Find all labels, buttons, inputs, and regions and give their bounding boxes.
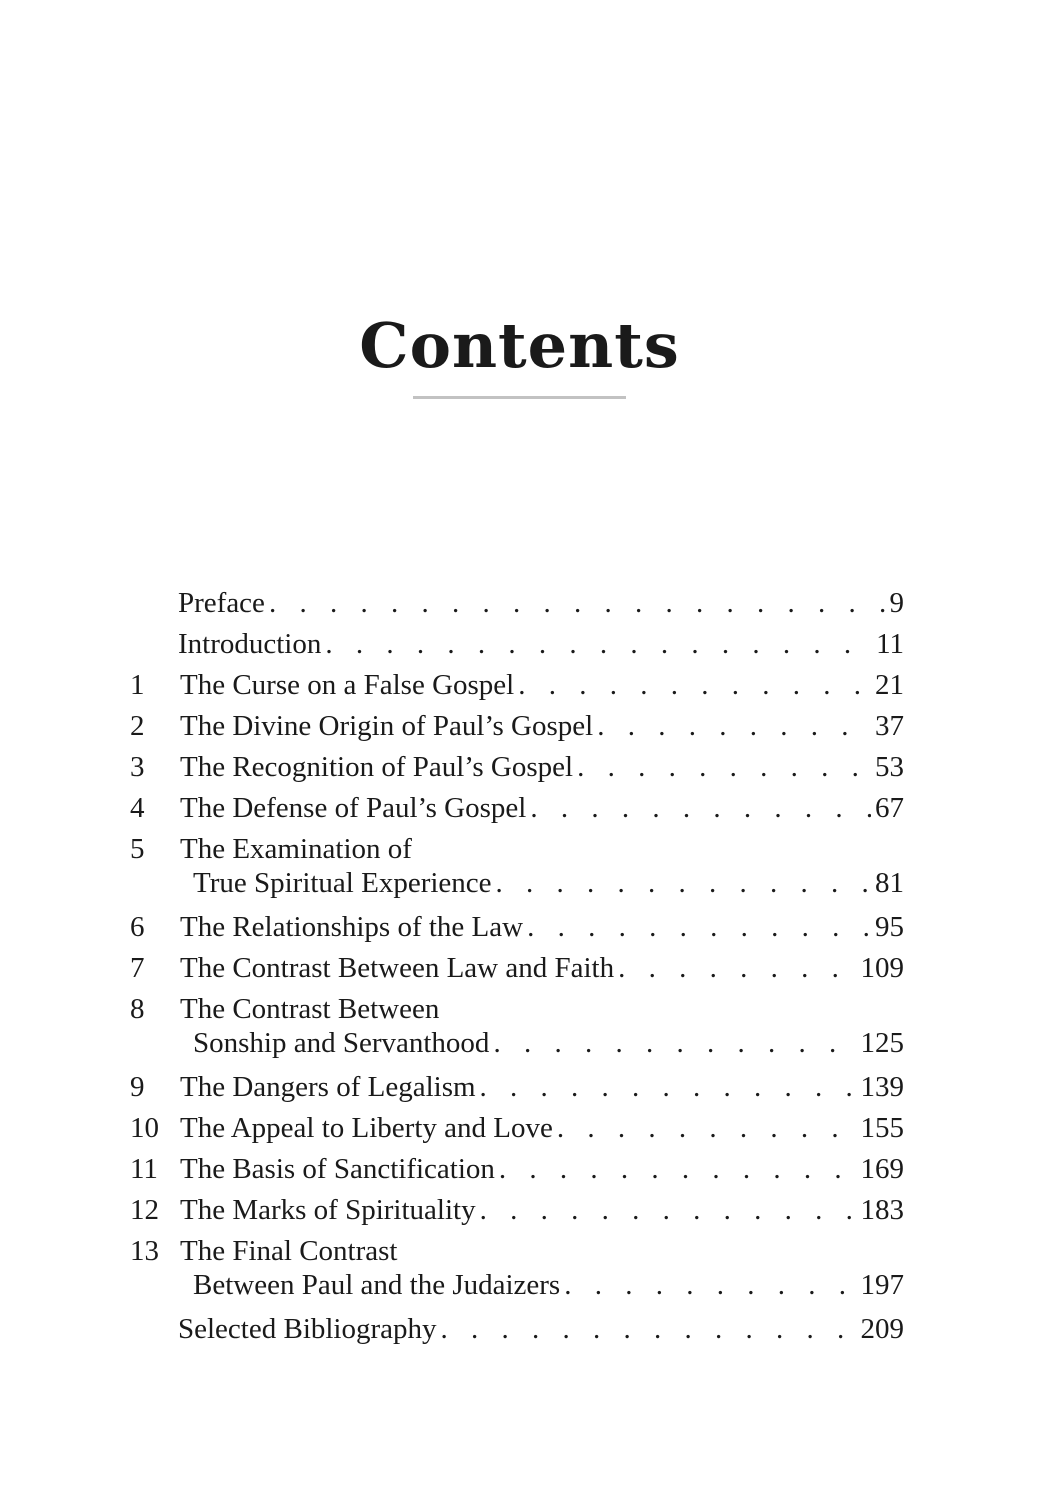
page-number: 209 — [860, 1313, 904, 1345]
title-leader-line — [180, 750, 904, 784]
page-number: 95 — [875, 911, 904, 943]
dot-leader — [441, 1312, 857, 1346]
title-leader-line — [178, 627, 904, 661]
table-of-contents — [130, 582, 904, 1349]
dot-leader — [564, 1268, 856, 1302]
dot-leader — [527, 910, 871, 944]
page-number: 125 — [860, 1027, 904, 1059]
entry-text — [180, 1070, 904, 1104]
toc-entry[interactable] — [130, 1230, 904, 1308]
entry-text — [180, 1234, 904, 1302]
entry-text — [180, 832, 904, 900]
page-number: 183 — [860, 1194, 904, 1226]
chapter-title: The Curse on a False Gospel — [180, 669, 515, 701]
toc-entry[interactable] — [130, 1066, 904, 1107]
dot-leader — [577, 750, 871, 784]
entry-text — [180, 668, 904, 702]
title-leader-line — [180, 1026, 904, 1060]
title-leader-line — [180, 1268, 904, 1302]
chapter-number: 10 — [130, 1112, 159, 1144]
title-leader-line — [178, 586, 904, 620]
chapter-number: 12 — [130, 1194, 159, 1226]
entry-text — [180, 1193, 904, 1227]
page-number: 169 — [860, 1153, 904, 1185]
toc-entry[interactable] — [130, 906, 904, 947]
dot-leader — [496, 866, 871, 900]
entry-text — [178, 1312, 904, 1346]
title-leader-line — [180, 910, 904, 944]
entry-text — [180, 1152, 904, 1186]
title-leader-line — [180, 709, 904, 743]
entry-text — [180, 791, 904, 825]
page-number: 81 — [875, 867, 904, 899]
toc-entry[interactable] — [130, 947, 904, 988]
chapter-title: The Recognition of Paul’s Gospel — [180, 751, 574, 783]
toc-entry[interactable] — [130, 1189, 904, 1230]
toc-entry[interactable] — [130, 664, 904, 705]
toc-entry[interactable] — [130, 828, 904, 906]
chapter-number: 8 — [130, 993, 145, 1025]
chapter-title: The Dangers of Legalism — [180, 1071, 476, 1103]
dot-leader — [597, 709, 871, 743]
toc-entry[interactable] — [130, 746, 904, 787]
dot-leader — [269, 586, 886, 620]
entry-text — [178, 627, 904, 661]
toc-entry[interactable] — [130, 1308, 904, 1349]
page-number: 37 — [875, 710, 904, 742]
entry-text — [180, 1111, 904, 1145]
chapter-title: The Marks of Spirituality — [180, 1194, 476, 1226]
entry-text — [180, 951, 904, 985]
toc-entry[interactable] — [130, 623, 904, 664]
dot-leader — [530, 791, 871, 825]
dot-leader — [518, 668, 871, 702]
chapter-number: 3 — [130, 751, 145, 783]
page-number: 155 — [860, 1112, 904, 1144]
dot-leader — [557, 1111, 857, 1145]
title-leader-line — [180, 668, 904, 702]
toc-entry[interactable] — [130, 787, 904, 828]
chapter-number: 7 — [130, 952, 145, 984]
chapter-number: 6 — [130, 911, 145, 943]
chapter-number: 4 — [130, 792, 145, 824]
page-number: 139 — [860, 1071, 904, 1103]
chapter-number: 9 — [130, 1071, 145, 1103]
chapter-title-line1: The Final Contrast — [180, 1235, 398, 1267]
chapter-number: 1 — [130, 669, 145, 701]
page-title: Contents — [359, 309, 680, 382]
chapter-number: 5 — [130, 833, 145, 865]
title-leader-line — [180, 1152, 904, 1186]
chapter-title: True Spiritual Experience — [193, 867, 492, 899]
chapter-title: Preface — [178, 587, 265, 619]
page-number: 11 — [876, 628, 904, 660]
dot-leader — [618, 951, 856, 985]
title-leader-line — [180, 1070, 904, 1104]
chapter-title: Between Paul and the Judaizers — [193, 1269, 561, 1301]
title-leader-line — [180, 1193, 904, 1227]
page-number: 109 — [860, 952, 904, 984]
chapter-number: 13 — [130, 1235, 159, 1267]
title-leader-line — [180, 1111, 904, 1145]
entry-text — [178, 586, 904, 620]
entry-text — [180, 709, 904, 743]
title-leader-line — [180, 791, 904, 825]
chapter-title: The Divine Origin of Paul’s Gospel — [180, 710, 594, 742]
dot-leader — [325, 627, 872, 661]
dot-leader — [493, 1026, 856, 1060]
page-number: 67 — [875, 792, 904, 824]
chapter-title: The Basis of Sanctification — [180, 1153, 495, 1185]
toc-entry[interactable] — [130, 1148, 904, 1189]
entry-text — [180, 992, 904, 1060]
toc-entry[interactable] — [130, 988, 904, 1066]
title-underline — [413, 396, 626, 399]
chapter-title-line1: The Examination of — [180, 833, 412, 865]
dot-leader — [499, 1152, 857, 1186]
chapter-title: Selected Bibliography — [178, 1313, 437, 1345]
chapter-title: Introduction — [178, 628, 322, 660]
page-number: 21 — [875, 669, 904, 701]
title-leader-line — [180, 951, 904, 985]
toc-entry[interactable] — [130, 1107, 904, 1148]
title-leader-line — [178, 1312, 904, 1346]
chapter-title: The Appeal to Liberty and Love — [180, 1112, 553, 1144]
chapter-number: 11 — [130, 1153, 158, 1185]
chapter-number: 2 — [130, 710, 145, 742]
toc-entry[interactable] — [130, 582, 904, 623]
chapter-title: Sonship and Servanthood — [193, 1027, 490, 1059]
page-number: 53 — [875, 751, 904, 783]
entry-text — [180, 750, 904, 784]
title-leader-line — [180, 866, 904, 900]
chapter-title: The Contrast Between Law and Faith — [180, 952, 615, 984]
dot-leader — [480, 1070, 857, 1104]
toc-entry[interactable] — [130, 705, 904, 746]
page-number: 197 — [860, 1269, 904, 1301]
chapter-title: The Defense of Paul’s Gospel — [180, 792, 527, 824]
chapter-title: The Relationships of the Law — [180, 911, 524, 943]
page-number: 9 — [889, 587, 904, 619]
chapter-title-line1: The Contrast Between — [180, 993, 440, 1025]
dot-leader — [480, 1193, 857, 1227]
entry-text — [180, 910, 904, 944]
